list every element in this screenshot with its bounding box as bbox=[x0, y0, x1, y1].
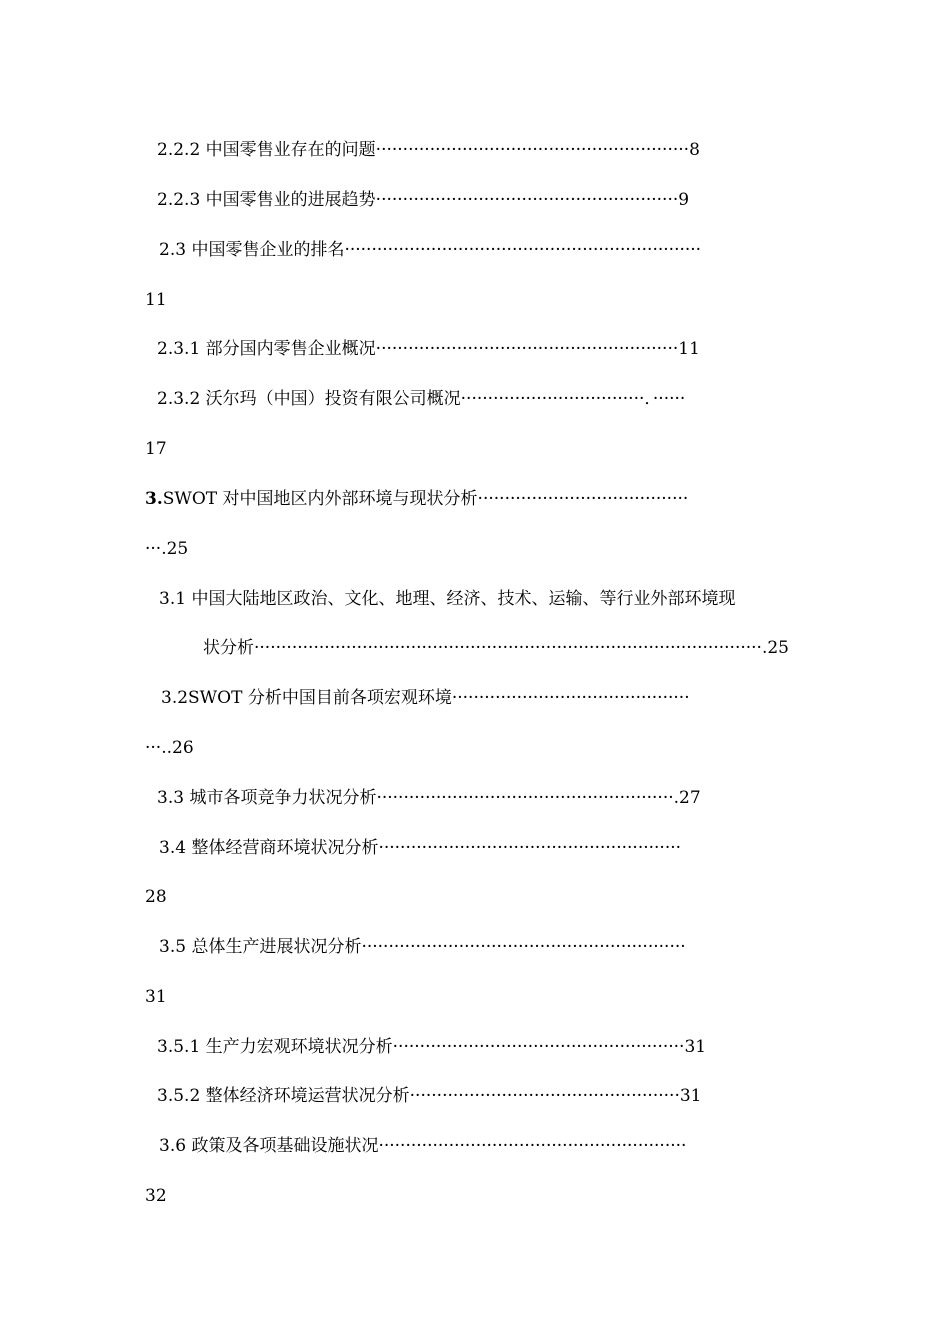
toc-text: 3.5.1 生产力宏观环境状况分析······················································31 bbox=[157, 1037, 707, 1057]
toc-entry-3-5-1 bbox=[157, 1033, 807, 1061]
toc-text: ···.25 bbox=[145, 539, 189, 559]
toc-entry-3-5 bbox=[159, 933, 807, 961]
toc-text: 2.3.1 部分国内零售企业概况························································11 bbox=[157, 339, 700, 359]
toc-entry-3-1 bbox=[159, 585, 807, 613]
toc-text: 3.4 整体经营商环境状况分析························································ bbox=[159, 838, 682, 858]
toc-entry-3-5-2 bbox=[157, 1082, 807, 1110]
toc-text: 3.3 城市各项竞争力状况分析·······················································.27 bbox=[157, 788, 701, 808]
toc-page-number bbox=[145, 286, 225, 314]
toc-entry-2-2-3 bbox=[157, 186, 797, 214]
toc-entry-2-3-2 bbox=[157, 385, 807, 413]
toc-entry-2-2-2 bbox=[157, 136, 797, 164]
toc-text: 28 bbox=[145, 887, 167, 907]
toc-text: 17 bbox=[145, 439, 167, 459]
toc-text: 3.5 总体生产进展状况分析···························································· bbox=[159, 937, 686, 957]
toc-page-number bbox=[145, 883, 225, 911]
toc-entry-3-1-cont bbox=[203, 634, 807, 662]
toc-text: 2.2.3 中国零售业的进展趋势························································9 bbox=[157, 190, 690, 210]
toc-text: 3.2SWOT 分析中国目前各项宏观环境············································ bbox=[161, 688, 690, 708]
toc-page-number bbox=[145, 435, 225, 463]
toc-text: 3.6 政策及各项基础设施状况························································· bbox=[159, 1136, 687, 1156]
toc-text: 3.1 中国大陆地区政治、文化、地理、经济、技术、运输、等行业外部环境现 bbox=[159, 589, 736, 609]
toc-entry-3-4 bbox=[159, 834, 807, 862]
toc-text: 2.3 中国零售企业的排名·································································· bbox=[159, 240, 702, 260]
toc-text: 31 bbox=[145, 987, 167, 1007]
toc-text: 状分析······························································································.25 bbox=[203, 638, 789, 658]
toc-entry-2-3 bbox=[159, 236, 807, 264]
toc-text: 32 bbox=[145, 1186, 167, 1206]
toc-text: 2.3.2 沃尔玛（中国）投资有限公司概况··································．······ bbox=[157, 389, 686, 409]
toc-text: 3.5.2 整体经济环境运营状况分析··················································31 bbox=[157, 1086, 702, 1106]
toc-page-number bbox=[145, 535, 225, 563]
toc-page-number bbox=[145, 983, 225, 1011]
toc-text: ···..26 bbox=[145, 738, 194, 758]
toc-entry-3 bbox=[145, 485, 807, 513]
toc-entry-3-6 bbox=[159, 1132, 807, 1160]
chapter-number: 3. bbox=[145, 489, 163, 509]
toc-entry-3-2 bbox=[161, 684, 807, 712]
toc-text: SWOT 对中国地区内外部环境与现状分析······································· bbox=[162, 489, 689, 509]
toc-entry-3-3 bbox=[157, 784, 797, 812]
toc-entry-2-3-1 bbox=[157, 335, 807, 363]
toc-page-number bbox=[145, 734, 225, 762]
toc-text: 2.2.2 中国零售业存在的问题··························································8 bbox=[157, 140, 700, 160]
toc-text: 11 bbox=[145, 290, 167, 310]
toc-page-number bbox=[145, 1182, 225, 1210]
